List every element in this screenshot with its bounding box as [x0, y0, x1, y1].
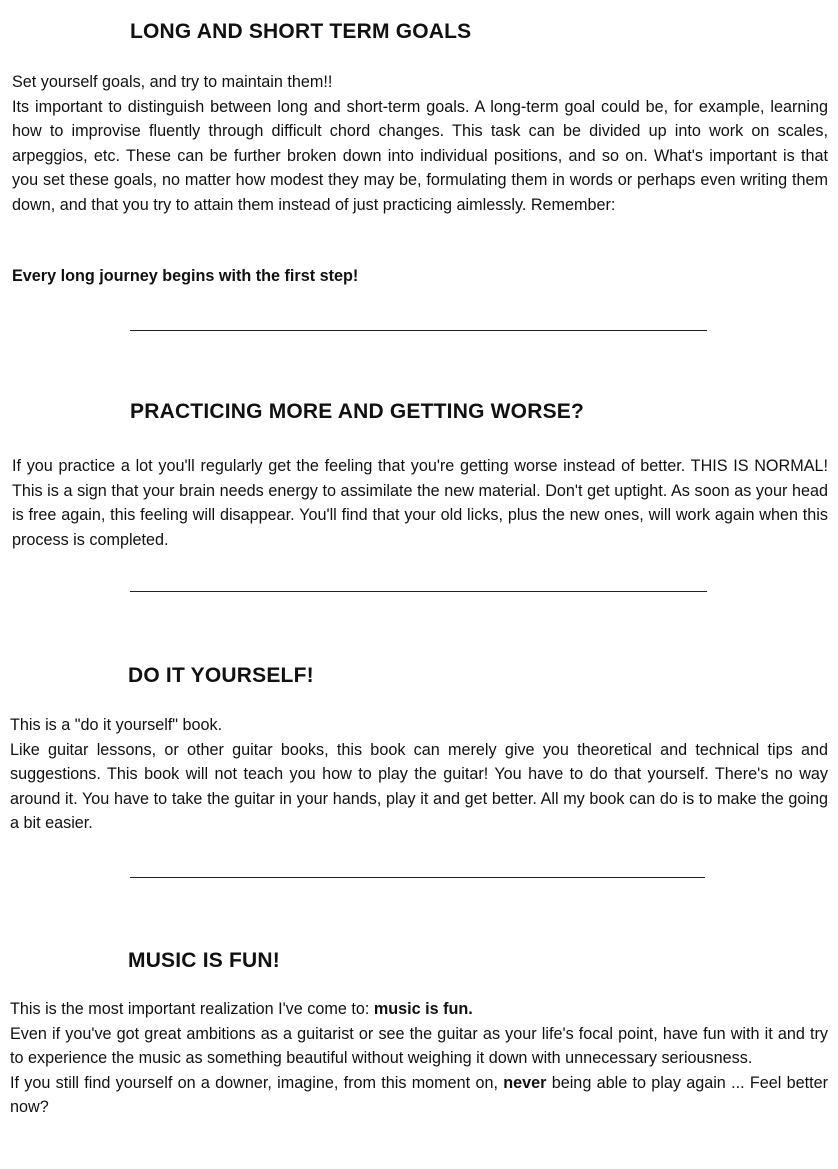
section-title-do-it-yourself: DO IT YOURSELF!	[128, 664, 314, 687]
paragraph: Its important to distinguish between long and short-term goals. A long-term goal could be, for example, learning how to improvise fluently through difficult chord changes. This task can be divided up into work on scales, arpeggios, etc. These can be further broken down into individual positions, and so on. What's important is that you set these goals, no matter how modest they may be, formulating them in words or perhaps even writing them down, and that you try to attain them instead of just practicing aimlessly. Remember:	[12, 97, 828, 214]
paragraph: If you practice a lot you'll regularly get the feeling that you're getting worse instead of better. THIS IS NORMAL! This is a sign that your brain needs energy to assimilate the new material. Don't get uptight. As soon as your head is free again, this feeling will disappear. You'll find that your old licks, plus the new ones, will work again when this process is completed.	[12, 457, 828, 549]
paragraph: Even if you've got great ambitions as a guitarist or see the guitar as your life's focal point, have fun with it and try to experience the music as something beautiful without weighing it down with unnecessary seriousness.	[10, 1024, 828, 1067]
section-title-long-short-term-goals: LONG AND SHORT TERM GOALS	[130, 20, 472, 43]
paragraph: Like guitar lessons, or other guitar books, this book can merely give you theoretical and technical tips and suggestions. This book will not teach you how to play the guitar! You have to do that yourself. There's no way around it. You have to take the guitar in your hands, play it and get better. All my book can do is to make the going a bit easier.	[10, 740, 828, 832]
divider-rule	[130, 877, 705, 878]
section-body-goals	[12, 70, 828, 217]
text-run: If you still find yourself on a downer, imagine, from this moment on,	[10, 1073, 504, 1092]
section-body-practicing	[12, 454, 828, 552]
paragraph	[10, 997, 828, 1022]
bold-phrase: music is fun.	[373, 1000, 473, 1018]
divider-rule	[130, 330, 707, 331]
section-title-practicing-more: PRACTICING MORE AND GETTING WORSE?	[130, 400, 585, 423]
bold-word: never	[503, 1073, 547, 1092]
emphasis-line: Every long journey begins with the first step!	[12, 267, 359, 285]
text-run: being able to play again ... Feel better now?	[10, 1073, 829, 1116]
section-body-do-it-yourself	[10, 713, 828, 836]
paragraph: Set yourself goals, and try to maintain them!!	[12, 73, 333, 91]
section-title-music-is-fun: MUSIC IS FUN!	[128, 949, 280, 972]
paragraph: This is a "do it yourself" book.	[10, 716, 223, 734]
paragraph	[10, 1071, 828, 1120]
divider-rule	[130, 591, 707, 592]
section-body-music-is-fun	[10, 997, 828, 1120]
text-run: This is the most important realization I've come to:	[10, 1000, 374, 1018]
